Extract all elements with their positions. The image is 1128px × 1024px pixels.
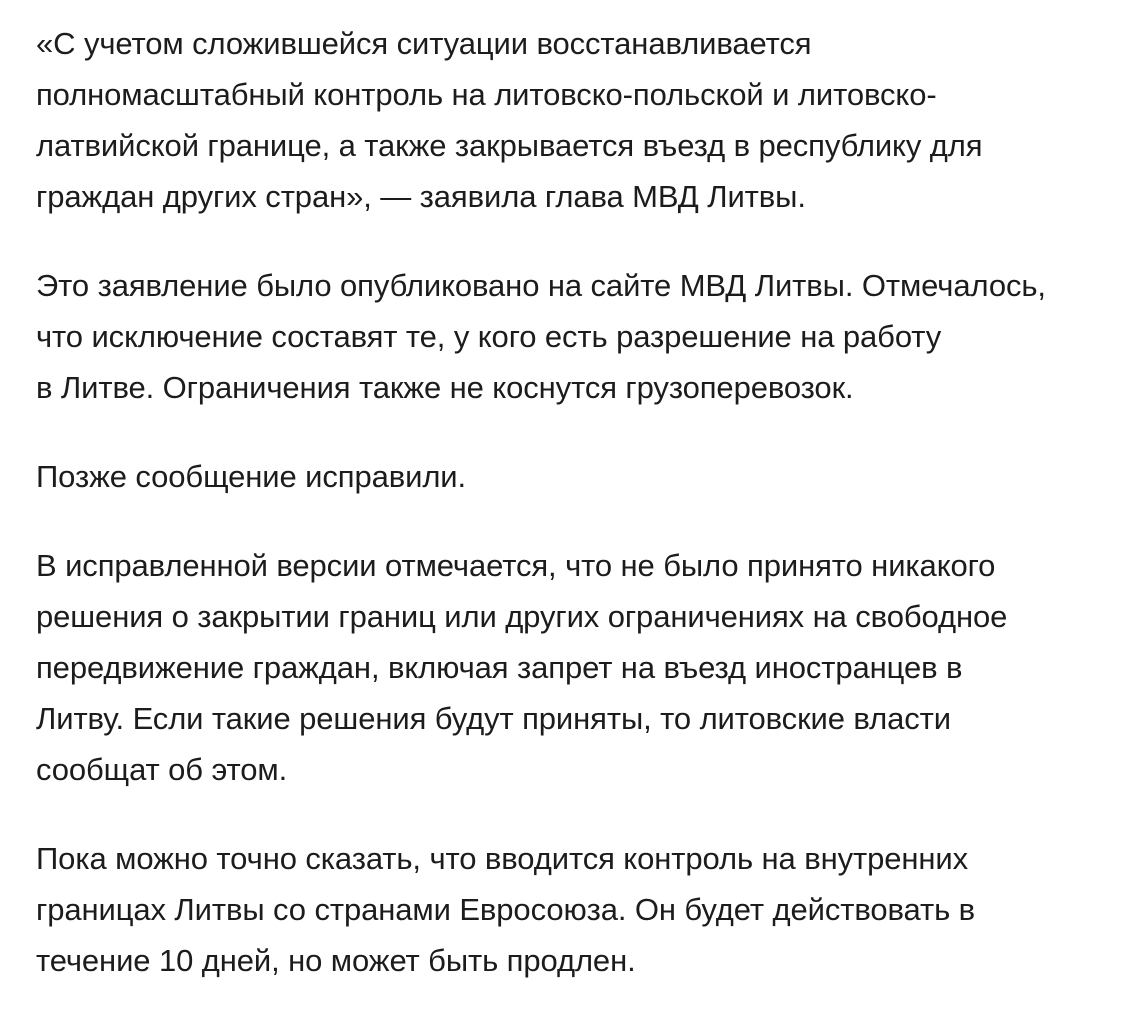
text-line: Пока можно точно сказать, что вводится контроль на внутренних: [36, 841, 969, 876]
text-line: Позже сообщение исправили.: [36, 459, 467, 494]
text-line: сообщат об этом.: [36, 752, 288, 787]
text-line: решения о закрытии границ или других ограничениях на свободное: [36, 599, 1008, 634]
text-line: «С учетом сложившейся ситуации восстанавливается: [36, 26, 812, 61]
text-line: передвижение граждан, включая запрет на въезд иностранцев в: [36, 650, 963, 685]
text-line: в Литве. Ограничения также не коснутся грузоперевозок.: [36, 370, 854, 405]
text-line: В исправленной версии отмечается, что не было принято никакого: [36, 548, 996, 583]
paragraph-2: [36, 260, 1128, 413]
article-body: [36, 18, 1128, 1024]
text-line: полномасштабный контроль на литовско-польской и литовско-: [36, 77, 937, 112]
text-line: что исключение составят те, у кого есть разрешение на работу: [36, 319, 942, 354]
paragraph-1: [36, 18, 1128, 222]
paragraph-5: [36, 833, 1128, 986]
paragraph-3: [36, 451, 1128, 502]
text-line: Это заявление было опубликовано на сайте МВД Литвы. Отмечалось,: [36, 268, 1046, 303]
text-line: латвийской границе, а также закрывается въезд в республику для: [36, 128, 983, 163]
text-line: Литву. Если такие решения будут приняты, то литовские власти: [36, 701, 951, 736]
paragraph-4: [36, 540, 1128, 795]
text-line: границах Литвы со странами Евросоюза. Он будет действовать в: [36, 892, 976, 927]
text-line: течение 10 дней, но может быть продлен.: [36, 943, 636, 978]
text-line: граждан других стран», — заявила глава МВД Литвы.: [36, 179, 806, 214]
